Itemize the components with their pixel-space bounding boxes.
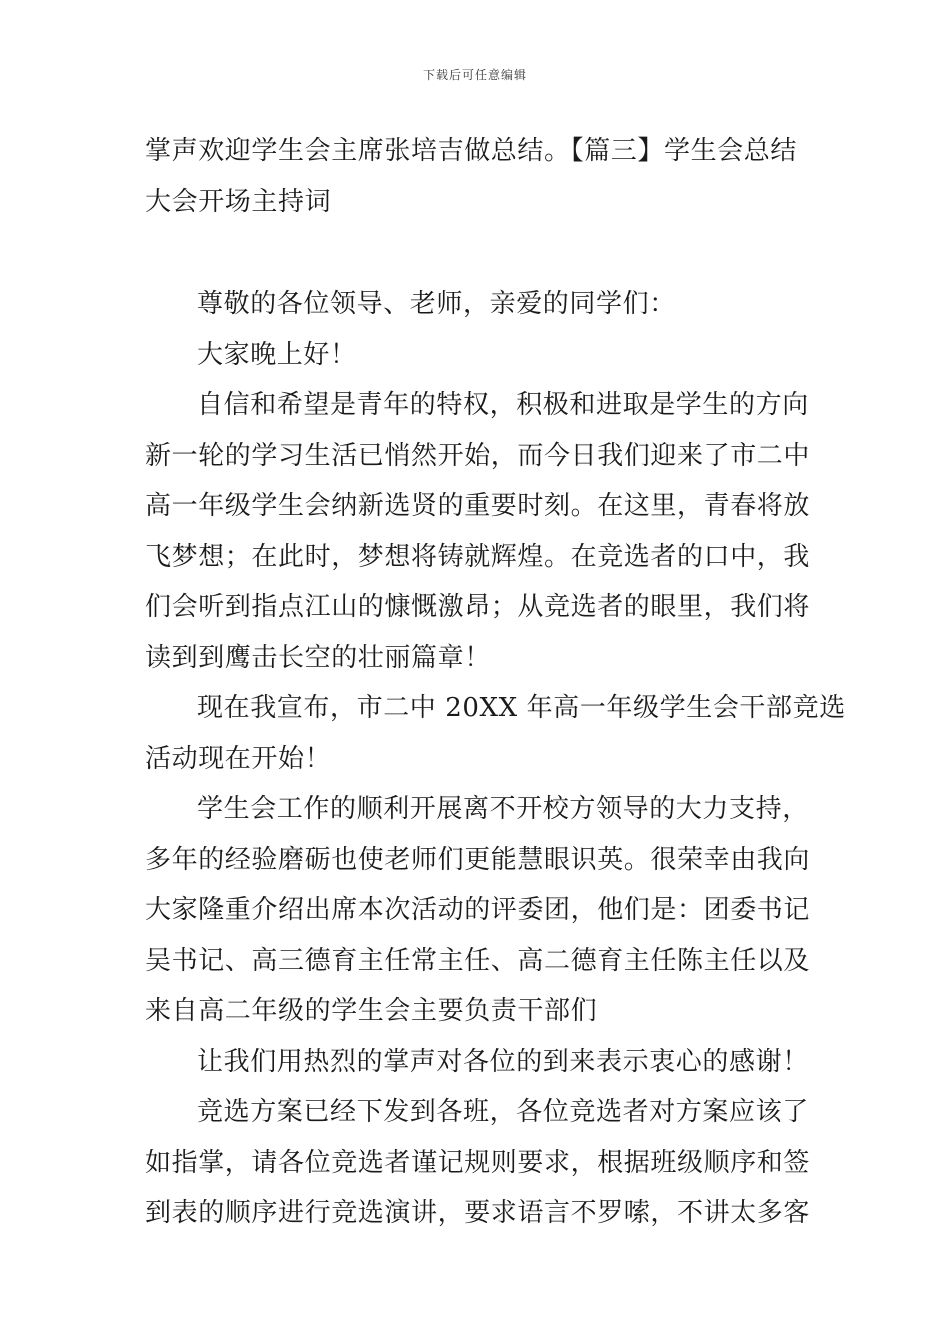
text-line: 到表的顺序进行竞选演讲，要求语言不罗嗦，不讲太多客	[145, 1198, 811, 1228]
document-body	[145, 126, 846, 1239]
text-line: 飞梦想；在此时，梦想将铸就辉煌。在竞选者的口中，我	[145, 541, 811, 572]
paragraph-first-line: 现在我宣布，市二中 20XX 年高一年级学生会干部竞选	[197, 693, 846, 723]
text-line: 们会听到指点江山的慷慨激昂；从竞选者的眼里，我们将	[145, 592, 811, 622]
paragraph-first-line: 竞选方案已经下发到各班，各位竞选者对方案应该了	[197, 1097, 809, 1127]
paragraph-first-line: 学生会工作的顺利开展离不开校方领导的大力支持，	[197, 794, 809, 824]
text-line: 掌声欢迎学生会主席张培吉做总结。【篇三】学生会总结	[145, 136, 798, 166]
text-line: 大家隆重介绍出席本次活动的评委团，他们是：团委书记	[145, 895, 811, 925]
text-line: 如指掌，请各位竞选者谨记规则要求，根据班级顺序和签	[145, 1147, 811, 1178]
text-line: 高一年级学生会纳新选贤的重要时刻。在这里，青春将放	[145, 491, 811, 521]
paragraph-first-line: 让我们用热烈的掌声对各位的到来表示衷心的感谢！	[197, 1046, 809, 1077]
greeting-line: 大家晚上好！	[197, 339, 357, 370]
page-header-note: 下载后可任意编辑	[422, 68, 527, 82]
text-line: 新一轮的学习生活已悄然开始，而今日我们迎来了市二中	[145, 440, 811, 471]
paragraph-first-line: 自信和希望是青年的特权，积极和进取是学生的方向	[197, 390, 809, 420]
text-line: 大会开场主持词	[145, 186, 332, 217]
text-line: 多年的经验磨砺也使老师们更能慧眼识英。很荣幸由我向	[145, 844, 811, 875]
text-line: 吴书记、高三德育主任常主任、高二德育主任陈主任以及	[145, 945, 811, 976]
greeting-line: 尊敬的各位领导、老师，亲爱的同学们：	[197, 289, 676, 319]
text-line: 来自高二年级的学生会主要负责干部们	[145, 996, 598, 1026]
text-line: 读到到鹰击长空的壮丽篇章！	[145, 642, 491, 673]
text-line: 活动现在开始！	[145, 743, 332, 774]
paragraph-gap	[145, 227, 810, 279]
